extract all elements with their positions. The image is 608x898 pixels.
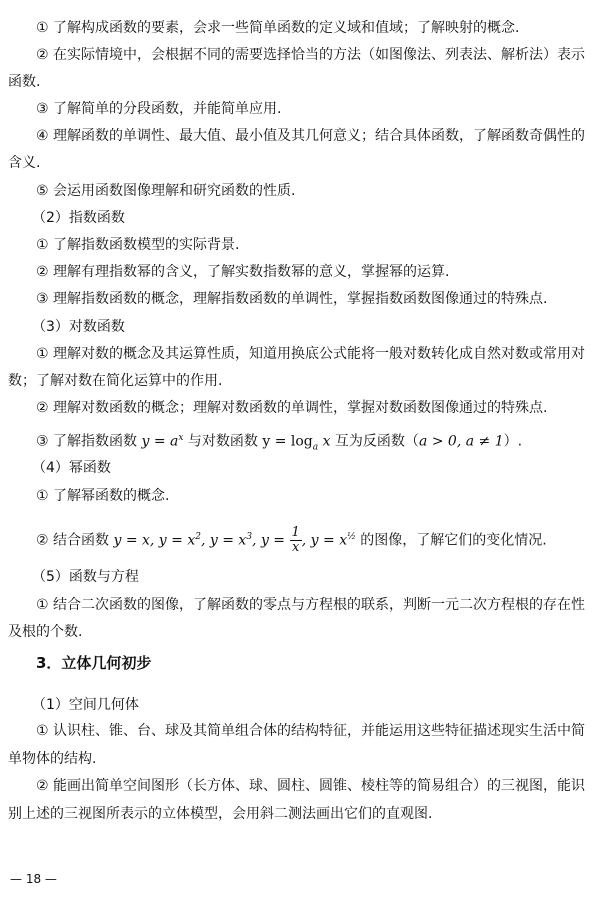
text-line: ② 在实际情境中，会根据不同的需要选择恰当的方法（如图像法、列表法、解析法）表示 bbox=[36, 47, 585, 63]
formula-subscript: a bbox=[312, 442, 319, 453]
section-heading: （5）函数与方程 bbox=[32, 569, 139, 585]
text-segment: ③ 了解指数函数 bbox=[36, 433, 142, 450]
section-heading: （2）指数函数 bbox=[32, 210, 125, 226]
text-line: ① 认识柱、锥、台、球及其简单组合体的结构特征，并能运用这些特征描述现实生活中简 bbox=[36, 723, 585, 739]
formula: , y = bbox=[252, 532, 290, 549]
formula-line bbox=[8, 520, 600, 554]
formula-superscript: 3 bbox=[246, 532, 253, 542]
formula-superscript: ½ bbox=[347, 532, 356, 542]
formula: y = a bbox=[141, 433, 179, 450]
text-line: ① 了解构成函数的要素，会求一些简单函数的定义域和值域；了解映射的概念. bbox=[36, 20, 520, 36]
formula: y = log bbox=[262, 433, 313, 450]
text-line: 数；了解对数在简化运算中的作用. bbox=[8, 373, 223, 389]
text-line: 单物体的结构. bbox=[8, 751, 97, 767]
formula-superscript: 2 bbox=[195, 532, 201, 542]
chapter-heading: 3．立体几何初步 bbox=[36, 654, 152, 672]
text-line: 及根的个数. bbox=[8, 624, 83, 640]
page-number: — 18 — bbox=[10, 872, 57, 886]
text-line: ② 能画出简单空间图形（长方体、球、圆柱、圆锥、棱柱等的简易组合）的三视图，能识 bbox=[36, 778, 585, 794]
text-line: ③ 理解指数函数的概念，理解指数函数的单调性，掌握指数函数图像通过的特殊点. bbox=[36, 291, 548, 307]
formula: a > 0, a ≠ 1 bbox=[418, 433, 504, 450]
section-heading: （1）空间几何体 bbox=[32, 697, 139, 713]
formula: , y = x bbox=[301, 532, 348, 549]
formula: , y = x bbox=[200, 532, 247, 549]
text-segment: 互为反函数（ bbox=[330, 433, 419, 450]
fraction-numerator: 1 bbox=[291, 525, 300, 541]
formula: y = x, y = x bbox=[113, 532, 196, 549]
formula-superscript: x bbox=[178, 433, 184, 443]
formula: x bbox=[318, 433, 331, 450]
text-line: ⑤ 会运用函数图像理解和研究函数的性质. bbox=[36, 183, 296, 199]
text-line: 函数. bbox=[8, 74, 41, 90]
text-line: ④ 理解函数的单调性、最大值、最小值及其几何意义；结合具体函数，了解函数奇偶性的 bbox=[36, 128, 585, 144]
text-line: 别上述的三视图所表示的立体模型，会用斜二测法画出它们的直观图. bbox=[8, 806, 433, 822]
text-line: ① 了解幂函数的概念. bbox=[36, 488, 170, 504]
text-line: ② 理解对数函数的概念；理解对数函数的单调性，掌握对数函数图像通过的特殊点. bbox=[36, 400, 548, 416]
text-line: ① 了解指数函数模型的实际背景. bbox=[36, 237, 240, 253]
section-heading: （4）幂函数 bbox=[32, 460, 111, 476]
text-line: ③ 了解简单的分段函数，并能简单应用. bbox=[36, 101, 282, 117]
text-line: 含义. bbox=[8, 155, 41, 171]
text-segment: 与对数函数 bbox=[183, 433, 263, 450]
fraction-denominator: x bbox=[291, 540, 300, 556]
text-segment: ）. bbox=[503, 433, 523, 450]
text-line: ① 理解对数的概念及其运算性质，知道用换底公式能将一般对数转化成自然对数或常用对 bbox=[36, 346, 585, 362]
fraction bbox=[290, 526, 302, 555]
text-line: ① 结合二次函数的图像，了解函数的零点与方程根的联系，判断一元二次方程根的存在性 bbox=[36, 597, 585, 613]
section-heading: （3）对数函数 bbox=[32, 319, 125, 335]
formula-line bbox=[8, 430, 600, 453]
text-segment: 的图像，了解它们的变化情况. bbox=[355, 532, 547, 549]
text-line: ② 理解有理指数幂的含义，了解实数指数幂的意义，掌握幂的运算. bbox=[36, 264, 450, 280]
text-segment: ② 结合函数 bbox=[36, 532, 114, 549]
